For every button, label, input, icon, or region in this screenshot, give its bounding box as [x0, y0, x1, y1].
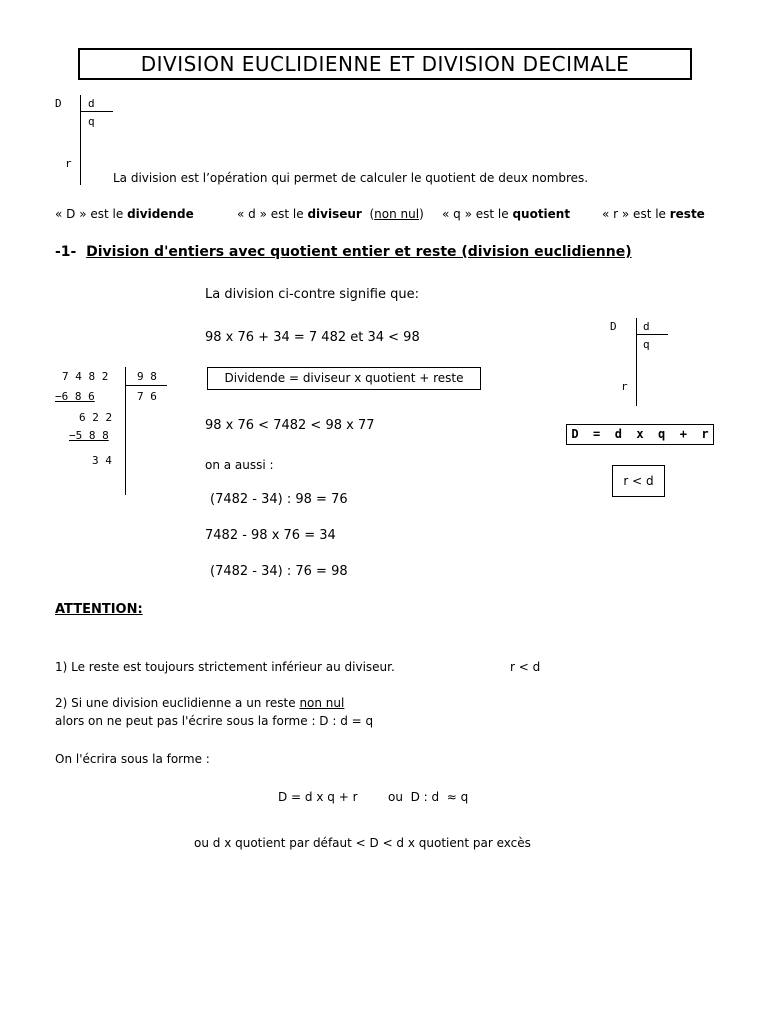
explain-line1: La division ci-contre signifie que: [205, 287, 419, 302]
def-note: non nul [374, 207, 420, 221]
def-reste [602, 207, 705, 221]
section-label: Division d'entiers avec quotient entier et reste (division euclidienne) [86, 244, 632, 260]
subtraction-2: −5 8 8 [69, 429, 109, 442]
explain-line6: 7482 - 98 x 76 = 34 [205, 528, 336, 543]
def-term: quotient [512, 207, 571, 221]
def-term: diviseur [307, 207, 362, 221]
def-quotient [442, 207, 570, 221]
division-vertical-line [125, 367, 126, 495]
schema-r: r [621, 380, 628, 393]
attention-underline: non nul [299, 696, 345, 710]
section-number: -1- [55, 244, 77, 260]
schema-D: D [55, 97, 62, 110]
schema-d: d [643, 320, 650, 333]
schema-d: d [88, 97, 95, 110]
attention-point-1: 1) Le reste est toujours strictement inférieur au diviseur. [55, 660, 395, 674]
def-diviseur: « d » est le diviseur (non nul) [237, 207, 424, 221]
def-text: « r » est le [602, 207, 670, 221]
schema-vertical-line [636, 318, 637, 406]
section-heading [55, 244, 632, 260]
attention-inequality: ou d x quotient par défaut < D < d x quotient par excès [194, 836, 531, 850]
inequality-box: r < d [612, 465, 665, 497]
def-text: « q » est le [442, 207, 513, 221]
schema-D: D [610, 320, 617, 333]
subtraction-1: −6 8 6 [55, 390, 95, 403]
def-dividende [55, 207, 194, 221]
page-title: DIVISION EUCLIDIENNE ET DIVISION DECIMALE [78, 48, 692, 80]
explain-line3: 98 x 76 < 7482 < 98 x 77 [205, 418, 375, 433]
formula-box: D = d x q + r [566, 424, 714, 445]
schema-vertical-line [80, 95, 81, 185]
division-horizontal-line [125, 385, 167, 386]
explain-line2: 98 x 76 + 34 = 7 482 et 34 < 98 [205, 330, 420, 345]
explain-line4: on a aussi : [205, 458, 274, 472]
schema-q: q [88, 115, 95, 128]
schema-r: r [65, 157, 72, 170]
attention-point-1-rule: r < d [510, 660, 541, 674]
dividend: 7 4 8 2 [62, 370, 109, 383]
explain-line7: (7482 - 34) : 76 = 98 [210, 564, 348, 579]
attention-heading: ATTENTION: [55, 602, 143, 617]
boxed-relation: Dividende = diviseur x quotient + reste [207, 367, 481, 390]
def-term: reste [669, 207, 705, 221]
def-text: « d » est le [237, 207, 308, 221]
attention-point-2 [55, 696, 344, 710]
schema-horizontal-line [636, 334, 668, 335]
def-text: « D » est le [55, 207, 128, 221]
schema-q: q [643, 338, 650, 351]
def-term: dividende [127, 207, 194, 221]
explain-line5: (7482 - 34) : 98 = 76 [210, 492, 348, 507]
schema-horizontal-line [80, 111, 113, 112]
quotient: 7 6 [137, 390, 157, 403]
attention-point-3: On l'écrira sous la forme : [55, 752, 210, 766]
attention-text: 2) Si une division euclidienne a un reste [55, 696, 300, 710]
attention-point-2-line2: alors on ne peut pas l'écrire sous la forme : D : d = q [55, 714, 374, 728]
intro-text: La division est l’opération qui permet de calculer le quotient de deux nombres. [113, 171, 589, 185]
remainder-2: 3 4 [92, 454, 112, 467]
remainder-1: 6 2 2 [79, 411, 113, 424]
divisor: 9 8 [137, 370, 157, 383]
attention-formula: D = d x q + r ou D : d ≈ q [278, 790, 469, 804]
